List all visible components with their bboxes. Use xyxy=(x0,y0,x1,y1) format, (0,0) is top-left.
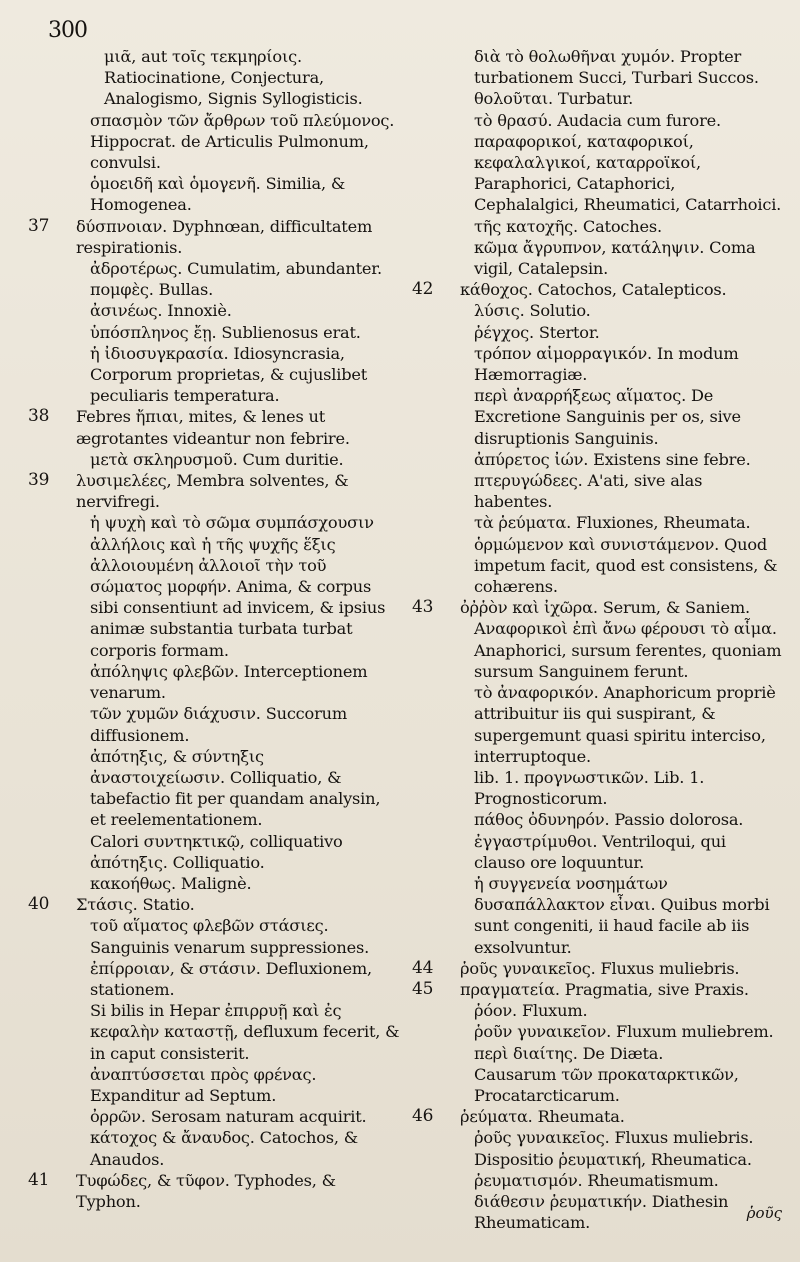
glossary-entry xyxy=(28,46,400,110)
entry-text: ἀπύρετος ἰών. Existens sine febre. xyxy=(474,449,751,469)
glossary-entry xyxy=(28,216,400,258)
entry-text: θολοῦται. Turbatur. xyxy=(474,89,634,109)
glossary-entry xyxy=(28,1170,400,1212)
glossary-entry xyxy=(28,873,400,894)
entry-text: Calori συντηκτικῷ, colliquativo xyxy=(90,831,343,851)
entry-text: παραφορικοί, καταφορικοί, κεφαλαλγικοί, καταρροϊκοί, Paraphorici, Cataphorici, Cephalalgici, Rheumatici, Catarrhoici. xyxy=(474,131,782,215)
glossary-entry xyxy=(412,279,782,300)
glossary-entry xyxy=(28,110,400,174)
glossary-entry xyxy=(28,852,400,873)
glossary-entry xyxy=(412,1000,782,1021)
left-column xyxy=(28,46,400,1212)
glossary-entry xyxy=(412,979,782,1000)
entry-text: ἀναπτύσσεται πρὸς φρένας. Expanditur ad Septum. xyxy=(90,1064,317,1105)
glossary-entry xyxy=(28,703,400,745)
entry-text: ῥοῦν γυναικεῖον. Fluxum muliebrem. xyxy=(474,1022,774,1042)
glossary-entry xyxy=(412,1170,782,1191)
right-column xyxy=(412,46,782,1233)
glossary-entry xyxy=(412,470,782,512)
entry-text: ὑπόσπληνος ἔῃ. Sublienosus erat. xyxy=(90,322,361,342)
entry-text: τὰ ῥεύματα. Fluxiones, Rheumata. xyxy=(474,513,751,533)
entry-number: 43 xyxy=(412,597,434,618)
entry-text: λυσιμελέες, Membra solventes, & nervifregi. xyxy=(76,471,349,512)
entry-text: περὶ διαίτης. De Diæta. xyxy=(474,1043,664,1063)
entry-text: διάθεσιν ῥευματικήν. Diathesin Rheumaticam. xyxy=(474,1191,729,1233)
page-number: 300 xyxy=(48,18,87,43)
entry-text: lib. 1. προγνωστικῶν. Lib. 1. Prognosticorum. xyxy=(474,767,705,809)
glossary-entry xyxy=(28,746,400,831)
glossary-entry xyxy=(28,406,400,448)
glossary-entry xyxy=(28,1000,400,1064)
entry-text: δύσπνοιαν. Dyphnœan, difficultatem respirationis. xyxy=(76,216,373,257)
glossary-entry xyxy=(412,1127,782,1148)
entry-text: ἐπίρροιαν, & στάσιν. Defluxionem, stationem. xyxy=(90,958,372,999)
glossary-entry xyxy=(412,512,782,533)
entry-text: τὸ ἀναφορικόν. Anaphoricum propriè attribuitur iis qui suspirant, & supergemunt quasi spiritu interciso, interruptoque. xyxy=(474,683,776,766)
glossary-entry xyxy=(28,512,400,660)
glossary-entry xyxy=(412,1149,782,1170)
entry-text: πτερυγώδεες. A'ati, sive alas habentes. xyxy=(474,471,703,512)
catchword: ῥοῦς xyxy=(746,1204,782,1222)
glossary-entry xyxy=(28,343,400,407)
glossary-entry xyxy=(412,809,782,830)
entry-text: Αναφορικοὶ ἐπὶ ἄνω φέρουσι τὸ αἷμα. Anaphorici, sursum ferentes, quoniam sursum Sanguinem ferunt. xyxy=(474,619,782,681)
entry-number: 39 xyxy=(28,470,50,491)
entry-text: Dispositio ῥευματική, Rheumatica. xyxy=(474,1149,752,1169)
entry-text: ἡ ψυχὴ καὶ τὸ σῶμα συμπάσχουσιν ἀλλήλοις καὶ ἡ τῆς ψυχῆς ἕξις ἀλλοιουμένη ἀλλοιοῖ τὴν τοῦ σώματος μορφήν. Anima, & corpus sibi consentiunt ad invicem, & ipsius animæ substantia turbata turbat corporis formam. xyxy=(90,513,386,660)
entry-text: ἀπότηξις, & σύντηξις ἀναστοιχείωσιν. Colliquatio, & tabefactio fit per quandam analysin, et reelementationem. xyxy=(90,746,381,830)
entry-text: ἀσινέως. Innoxiè. xyxy=(90,301,232,321)
entry-text: Causarum τῶν προκαταρκτικῶν, Procatarcticarum. xyxy=(474,1064,739,1105)
entry-text: ἡ συγγενεία νοσημάτων δυσαπάλλακτον εἶναι. Quibus morbi sunt congeniti, ii haud facile ab iis exsolvuntur. xyxy=(474,873,770,957)
entry-text: τὸ θρασύ. Audacia cum furore. xyxy=(474,110,721,130)
entry-text: ἀδροτέρως. Cumulatim, abundanter. xyxy=(90,259,382,279)
entry-text: τρόπον αἱμορραγικόν. In modum Hæmorragiæ. xyxy=(474,343,739,385)
entry-text: πομφὲς. Bullas. xyxy=(90,280,214,300)
entry-number: 46 xyxy=(412,1106,434,1127)
entry-text: ῥόον. Fluxum. xyxy=(474,1001,588,1021)
entry-text: ῥοῦς γυναικεῖος. Fluxus muliebris. xyxy=(460,958,740,978)
glossary-entry xyxy=(28,322,400,343)
entry-text: ὀῤῥὸν καὶ ἰχῶρα. Serum, & Saniem. xyxy=(460,598,750,618)
entry-number: 37 xyxy=(28,215,50,236)
glossary-entry xyxy=(412,88,782,109)
entry-number: 44 xyxy=(412,957,434,978)
glossary-entry xyxy=(412,1043,782,1064)
entry-text: κακοήθως. Malignè. xyxy=(90,873,252,893)
entry-text: ἀπότηξις. Colliquatio. xyxy=(90,852,265,872)
entry-text: τῶν χυμῶν διάχυσιν. Succorum diffusionem. xyxy=(90,704,348,745)
entry-text: Febres ἤπιαι, mites, & lenes ut ægrotantes videantur non febrire. xyxy=(76,407,350,448)
glossary-entry xyxy=(28,831,400,852)
glossary-entry xyxy=(412,237,782,279)
glossary-entry xyxy=(412,534,782,598)
glossary-entry xyxy=(28,449,400,470)
entry-text: Στάσις. Statio. xyxy=(76,895,195,915)
glossary-entry xyxy=(412,343,782,385)
glossary-entry xyxy=(412,300,782,321)
entry-text: λύσις. Solutio. xyxy=(474,301,591,321)
entry-text: τοῦ αἵματος φλεβῶν στάσιες. Sanguinis venarum suppressiones. xyxy=(90,916,370,957)
entry-text: Τυφώδες, & τῦφον. Typhodes, & Typhon. xyxy=(76,1170,336,1211)
glossary-entry xyxy=(28,958,400,1000)
glossary-entry xyxy=(412,767,782,809)
entry-number: 45 xyxy=(412,978,434,999)
glossary-entry xyxy=(412,322,782,343)
glossary-entry xyxy=(28,1127,400,1169)
entry-text: μιᾶ, aut τοῖς τεκμηρίοις. Ratiocinatione, Conjectura, Analogismo, Signis Syllogisticis. xyxy=(104,47,363,109)
entry-number: 40 xyxy=(28,894,50,915)
glossary-entry xyxy=(28,173,400,215)
entry-text: ῥευματισμόν. Rheumatismum. xyxy=(474,1170,719,1190)
glossary-entry xyxy=(28,1064,400,1106)
glossary-entry xyxy=(412,110,782,131)
glossary-entry xyxy=(412,958,782,979)
entry-text: κάθοχος. Catochos, Catalepticos. xyxy=(460,280,727,300)
entry-text: πάθος ὀδυνηρόν. Passio dolorosa. xyxy=(474,810,744,830)
entry-text: μετὰ σκληρυσμοῦ. Cum duritie. xyxy=(90,449,344,469)
glossary-entry xyxy=(28,300,400,321)
glossary-entry xyxy=(28,1106,400,1127)
glossary-entry xyxy=(412,216,782,237)
glossary-entry xyxy=(412,1021,782,1042)
entry-number: 42 xyxy=(412,279,434,300)
glossary-entry xyxy=(412,597,782,618)
glossary-entry xyxy=(28,470,400,512)
glossary-entry xyxy=(412,618,782,682)
entry-text: ὁρμώμενον καὶ συνιστάμενον. Quod impetum facit, quod est consistens, & cohærens. xyxy=(474,534,778,597)
entry-text: τῆς κατοχῆς. Catoches. xyxy=(474,216,662,236)
glossary-entry xyxy=(28,915,400,957)
glossary-entry xyxy=(412,831,782,873)
entry-text: ῥεύματα. Rheumata. xyxy=(460,1107,625,1127)
glossary-entry xyxy=(28,279,400,300)
glossary-entry xyxy=(28,258,400,279)
glossary-entry xyxy=(412,1064,782,1106)
entry-text: σπασμὸν τῶν ἄρθρων τοῦ πλεύμονος. Hippocrat. de Articulis Pulmonum, convulsi. xyxy=(90,110,395,173)
glossary-entry xyxy=(28,661,400,703)
entry-text: ἡ ἰδιοσυγκρασία. Idiosyncrasia, Corporum proprietas, & cujuslibet peculiaris temperatura. xyxy=(90,343,368,406)
glossary-entry xyxy=(412,1106,782,1127)
entry-text: περὶ ἀναρρήξεως αἵματος. De Excretione Sanguinis per os, sive disruptionis Sanguinis. xyxy=(474,386,741,448)
entry-text: πραγματεία. Pragmatia, sive Praxis. xyxy=(460,979,749,999)
entry-number: 41 xyxy=(28,1169,50,1190)
entry-text: διὰ τὸ θολωθῆναι χυμόν. Propter turbationem Succi, Turbari Succos. xyxy=(474,47,759,88)
entry-text: Si bilis in Hepar ἐπιρρυῇ καὶ ἐς κεφαλὴν καταστῇ, defluxum fecerit, & in caput consisterit. xyxy=(90,1001,400,1063)
glossary-entry xyxy=(412,682,782,767)
entry-text: ῥέγχος. Stertor. xyxy=(474,322,600,342)
entry-text: ἀπόληψις φλεβῶν. Interceptionem venarum. xyxy=(90,661,368,703)
entry-text: κάτοχος & ἄναυδος. Catochos, & Anaudos. xyxy=(90,1128,358,1169)
entry-text: ῥοῦς γυναικεῖος. Fluxus muliebris. xyxy=(474,1128,754,1148)
entry-text: ἐγγαστρίμυθοι. Ventriloqui, qui clauso ore loquuntur. xyxy=(474,831,726,872)
entry-text: κῶμα ἄγρυπνον, κατάληψιν. Coma vigil, Catalepsin. xyxy=(474,237,756,279)
glossary-entry xyxy=(412,131,782,216)
glossary-entry xyxy=(412,46,782,88)
glossary-entry xyxy=(28,894,400,915)
glossary-entry xyxy=(412,385,782,449)
glossary-entry xyxy=(412,449,782,470)
glossary-entry xyxy=(412,1191,782,1233)
entry-number: 38 xyxy=(28,406,50,427)
glossary-entry xyxy=(412,873,782,958)
entry-text: ὀρρῶν. Serosam naturam acquirit. xyxy=(90,1107,367,1127)
entry-text: ὁμοειδῆ καὶ ὁμογενῆ. Similia, & Homogenea. xyxy=(90,174,346,215)
